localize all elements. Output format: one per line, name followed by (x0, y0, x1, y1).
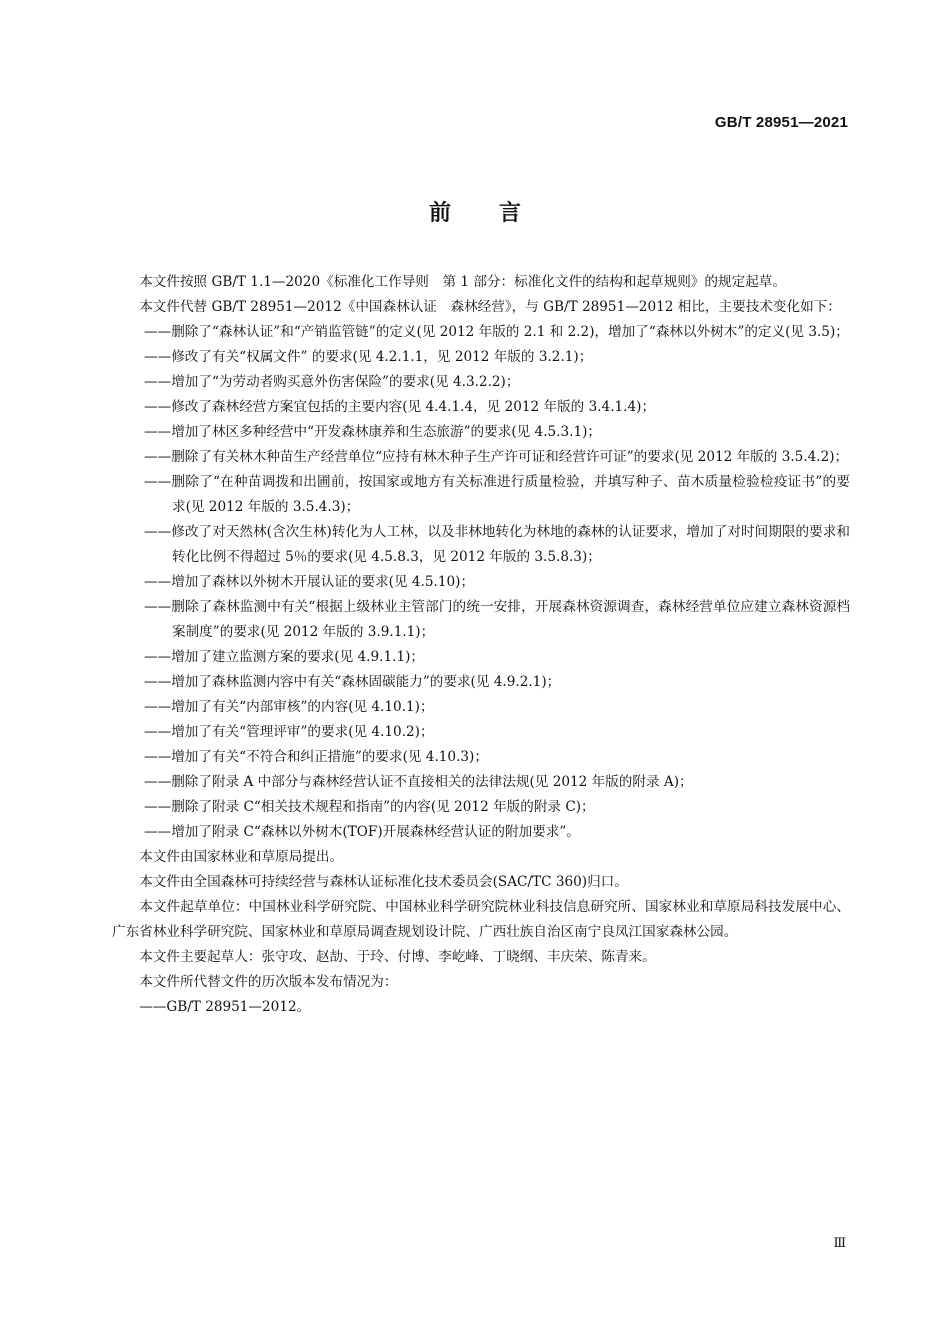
change-item: ——删除了“在种苗调拨和出圃前，按国家或地方有关标准进行质量检验，并填写种子、苗木质量检验检疫证书”的要求(见 2012 年版的 3.5.4.3)； (144, 474, 850, 515)
paragraph-drafting-units: 本文件起草单位：中国林业科学研究院、中国林业科学研究院林业科技信息研究所、国家林业和草原局科技发展中心、广东省林业科学研究院、国家林业和草原局调查规划设计院、广西壮族自治区南宁良凤江国家森林公园。 (112, 899, 850, 940)
standard-number: GB/T 28951—2021 (714, 114, 848, 131)
page-title: 前言 (428, 201, 569, 226)
change-item: ——增加了森林以外树木开展认证的要求(见 4.5.10)； (144, 574, 475, 590)
paragraph-drafting-rules: 本文件按照 GB/T 1.1—2020《标准化工作导则 第 1 部分：标准化文件的结构和起草规则》的规定起草。 (139, 274, 786, 290)
paragraph-drafters: 本文件主要起草人：张守攻、赵劼、于玲、付博、李屹峰、丁晓纲、丰庆荣、陈青来。 (139, 949, 656, 965)
change-item: ——修改了有关“权属文件” 的要求(见 4.2.1.1，见 2012 年版的 3.2.1)； (144, 349, 593, 365)
change-item: ——增加了有关“不符合和纠正措施”的要求(见 4.10.3)； (144, 749, 488, 765)
change-item: ——增加了附录 C“森林以外树木(TOF)开展森林经营认证的附加要求”。 (144, 824, 580, 840)
paragraph-history-intro: 本文件所代替文件的历次版本发布情况为： (139, 974, 398, 990)
change-item: ——增加了建立监测方案的要求(见 4.9.1.1)； (144, 649, 424, 665)
paragraph-replacement: 本文件代替 GB/T 28951—2012《中国森林认证 森林经营》，与 GB/T 28951—2012 相比，主要技术变化如下： (139, 299, 841, 315)
change-item: ——删除了附录 C“相关技术规程和指南”的内容(见 2012 年版的附录 C)； (144, 799, 595, 815)
change-item: ——增加了有关“管理评审”的要求(见 4.10.2)； (144, 724, 434, 740)
change-item: ——增加了“为劳动者购买意外伤害保险”的要求(见 4.3.2.2)； (144, 374, 520, 390)
change-item: ——删除了“森林认证”和“产销监管链”的定义(见 2012 年版的 2.1 和 2.2)，增加了“森林以外树木”的定义(见 3.5)； (144, 324, 849, 340)
change-item: ——修改了对天然林(含次生林)转化为人工林，以及非林地转化为林地的森林的认证要求，增加了对时间期限的要求和转化比例不得超过 5％的要求(见 4.5.8.3，见 2012 年版的 3.5.8.3)； (144, 524, 850, 565)
change-item: ——增加了森林监测内容中有关“森林固碳能力”的要求(见 4.9.2.1)； (144, 674, 561, 690)
history-item: ——GB/T 28951—2012。 (139, 999, 311, 1015)
change-item: ——增加了有关“内部审核”的内容(见 4.10.1)； (144, 699, 434, 715)
change-item: ——删除了森林监测中有关“根据上级林业主管部门的统一安排，开展森林资源调查，森林经营单位应建立森林资源档案制度”的要求(见 2012 年版的 3.9.1.1)； (144, 599, 850, 640)
foreword-body (112, 270, 850, 1020)
page-number: Ⅲ (833, 1236, 846, 1251)
change-item: ——修改了森林经营方案宜包括的主要内容(见 4.4.1.4，见 2012 年版的 3.4.1.4)； (144, 399, 656, 415)
paragraph-committee: 本文件由全国森林可持续经营与森林认证标准化技术委员会(SAC/TC 360)归口。 (139, 874, 628, 890)
changes-list (112, 320, 850, 845)
change-item: ——删除了附录 A 中部分与森林经营认证不直接相关的法律法规(见 2012 年版的附录 A)； (144, 774, 693, 790)
change-item: ——增加了林区多种经营中“开发森林康养和生态旅游”的要求(见 4.5.3.1)； (144, 424, 602, 440)
paragraph-proposer: 本文件由国家林业和草原局提出。 (139, 849, 344, 865)
change-item: ——删除了有关林木种苗生产经营单位“应持有林木种子生产许可证和经营许可证”的要求(见 2012 年版的 3.5.4.2)； (144, 449, 849, 465)
